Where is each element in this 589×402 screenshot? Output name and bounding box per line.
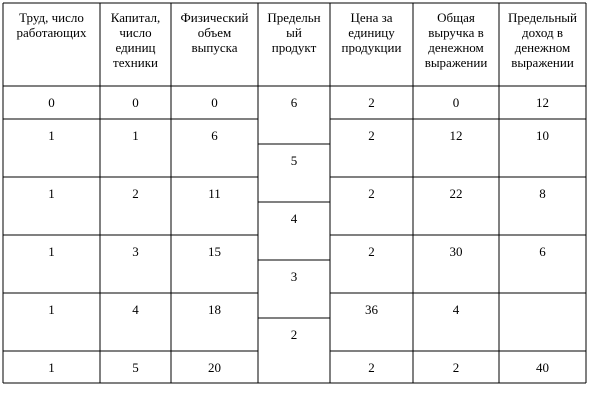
cell-capital: 1	[132, 128, 139, 143]
cell-revenue: 12	[449, 128, 463, 143]
cell-revenue: 2	[452, 360, 460, 375]
header-revenue: Общая выручка в денежном выражении	[424, 10, 488, 70]
header-labor: Труд, число работающих	[16, 10, 87, 40]
cell-marginal-revenue: 6	[539, 244, 546, 259]
cell-output: 18	[208, 302, 221, 317]
cell-revenue: 0	[452, 95, 460, 110]
header-marginal-revenue: Предельный доход в денежном выражении	[508, 10, 577, 70]
cell-output: 6	[211, 128, 218, 143]
cell-labor: 1	[48, 128, 55, 143]
cell-capital: 2	[132, 186, 139, 201]
cell-capital: 0	[132, 95, 139, 110]
cell-marginal-revenue: 12	[536, 95, 549, 110]
cell-price: 2	[368, 95, 375, 110]
header-price: Цена за единицу продукции	[341, 10, 402, 55]
header-capital: Капитал, число единиц техники	[110, 10, 161, 70]
cell-marginal-product: 5	[290, 153, 298, 168]
cell-price: 36	[365, 302, 378, 317]
cell-capital: 3	[132, 244, 139, 259]
cell-capital: 5	[132, 360, 139, 375]
cell-output: 20	[208, 360, 221, 375]
cell-price: 2	[368, 244, 375, 259]
cell-output: 0	[211, 95, 218, 110]
cell-marginal-revenue: 40	[536, 360, 549, 375]
cell-marginal-product: 2	[290, 327, 298, 342]
cell-marginal-product: 4	[290, 211, 298, 226]
cell-labor: 1	[48, 186, 55, 201]
cell-revenue: 30	[449, 244, 463, 259]
cell-labor: 0	[48, 95, 55, 110]
cell-labor: 1	[48, 302, 55, 317]
cell-marginal-product: 6	[290, 95, 298, 110]
cell-price: 2	[368, 128, 375, 143]
header-marginal-product: Предельн ый продукт	[267, 10, 321, 55]
cell-labor: 1	[48, 360, 55, 375]
cell-labor: 1	[48, 244, 55, 259]
cell-revenue: 22	[449, 186, 463, 201]
cell-marginal-revenue: 8	[539, 186, 546, 201]
cell-output: 11	[208, 186, 221, 201]
cell-revenue: 4	[452, 302, 460, 317]
cell-output: 15	[208, 244, 221, 259]
cell-capital: 4	[132, 302, 139, 317]
header-output: Физический объем выпуска	[180, 10, 249, 55]
cell-price: 2	[368, 186, 375, 201]
cell-price: 2	[368, 360, 375, 375]
cell-marginal-product: 3	[290, 269, 298, 284]
cell-marginal-revenue: 10	[536, 128, 549, 143]
